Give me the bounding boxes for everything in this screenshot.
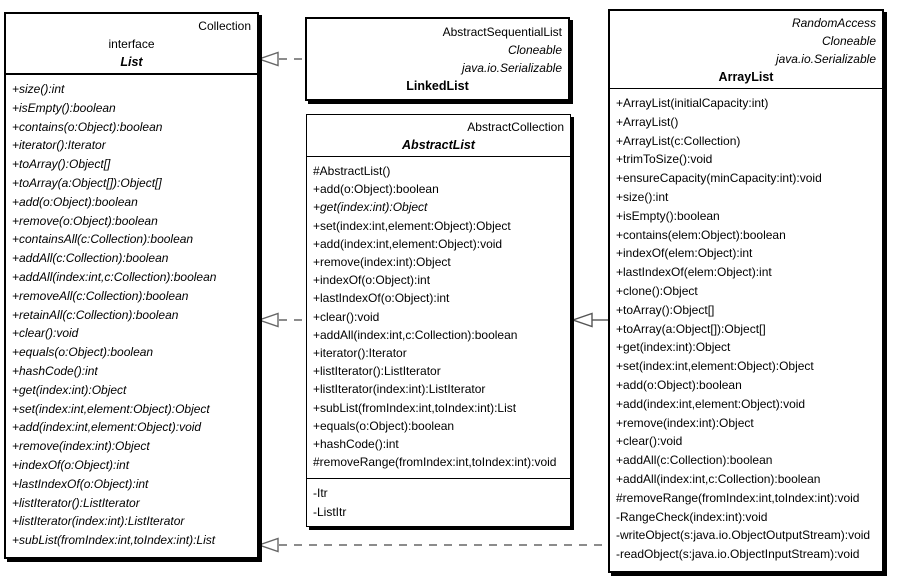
method-row: +size():int xyxy=(616,189,669,204)
method-row: -RangeCheck(index:int):void xyxy=(616,509,768,524)
method-row: +toArray():Object[] xyxy=(12,157,111,172)
class-header xyxy=(610,11,882,89)
stereotype-label: interface xyxy=(108,37,155,51)
method-row: +toArray(a:Object[]):Object[] xyxy=(616,321,766,336)
method-row: +indexOf(elem:Object):int xyxy=(616,246,753,261)
method-row: +remove(index:int):Object xyxy=(12,439,150,454)
method-row: +add(o:Object):boolean xyxy=(12,194,138,209)
method-row: +set(index:int,element:Object):Object xyxy=(616,359,814,374)
method-row: +trimToSize():void xyxy=(616,152,713,167)
method-row: +removeAll(c:Collection):boolean xyxy=(12,288,189,303)
interface-label: java.io.Serializable xyxy=(461,61,562,75)
class-header xyxy=(6,14,257,75)
member-list xyxy=(307,157,570,478)
method-row: +isEmpty():boolean xyxy=(616,208,720,223)
method-row: +toArray(a:Object[]):Object[] xyxy=(12,175,162,190)
class-name-arraylist: ArrayList xyxy=(718,70,774,84)
interface-label: Cloneable xyxy=(821,34,876,48)
method-row: +addAll(index:int,c:Collection):boolean xyxy=(616,471,821,486)
class-box-arraylist[interactable] xyxy=(608,9,884,573)
inner-class-row: -ListItr xyxy=(313,504,347,519)
realization-arrow-arraylist-to-list xyxy=(259,539,608,552)
method-row: +iterator():Iterator xyxy=(12,138,106,153)
method-row: +get(index:int):Object xyxy=(616,340,731,355)
method-row: +retainAll(c:Collection):boolean xyxy=(12,307,179,322)
member-list xyxy=(6,75,257,557)
interface-label: java.io.Serializable xyxy=(775,52,876,66)
method-row: +addAll(c:Collection):boolean xyxy=(12,251,169,266)
method-row: +listIterator():ListIterator xyxy=(12,495,140,510)
method-row: -writeObject(s:java.io.ObjectOutputStream):void xyxy=(616,528,871,543)
interface-label: RandomAccess xyxy=(791,16,876,30)
method-row: +ArrayList(c:Collection) xyxy=(616,133,741,148)
method-row: +listIterator():ListIterator xyxy=(313,364,441,379)
class-box-list[interactable] xyxy=(4,12,259,559)
method-row: +hashCode():int xyxy=(313,437,399,452)
method-row: +ArrayList() xyxy=(616,114,679,129)
method-row: +clear():void xyxy=(616,434,683,449)
member-list xyxy=(610,89,882,571)
method-row: +add(index:int,element:Object):void xyxy=(313,236,503,251)
class-name-list: List xyxy=(120,55,143,69)
method-row: +add(o:Object):boolean xyxy=(616,377,742,392)
method-row: +remove(index:int):Object xyxy=(313,255,451,270)
method-row: +ArrayList(initialCapacity:int) xyxy=(616,96,769,110)
method-row: +indexOf(o:Object):int xyxy=(12,457,130,472)
method-row: +listIterator(index:int):ListIterator xyxy=(12,514,185,529)
method-row: +indexOf(o:Object):int xyxy=(313,273,431,288)
method-row: +listIterator(index:int):ListIterator xyxy=(313,382,486,397)
method-row: +get(index:int):Object xyxy=(313,200,428,215)
method-row: +hashCode():int xyxy=(12,363,98,378)
class-header xyxy=(307,19,568,99)
method-row: #removeRange(fromIndex:int,toIndex:int):void xyxy=(616,490,860,505)
method-row: +remove(o:Object):boolean xyxy=(12,213,158,228)
method-row: +addAll(index:int,c:Collection):boolean xyxy=(12,269,217,284)
method-row: +contains(elem:Object):boolean xyxy=(616,227,786,242)
class-box-abstractlist[interactable] xyxy=(306,114,571,527)
method-row: +addAll(index:int,c:Collection):boolean xyxy=(313,327,518,342)
method-row: +lastIndexOf(o:Object):int xyxy=(12,476,149,491)
method-row: +ensureCapacity(minCapacity:int):void xyxy=(616,171,822,186)
method-row: +size():int xyxy=(12,82,65,96)
superclass-label: Collection xyxy=(198,19,251,33)
method-row: -readObject(s:java.io.ObjectInputStream):void xyxy=(616,547,860,562)
method-row: +clear():void xyxy=(12,326,79,341)
inner-class-row: -Itr xyxy=(313,486,328,501)
superclass-label: AbstractSequentialList xyxy=(442,25,562,39)
method-row: +add(o:Object):boolean xyxy=(313,182,439,197)
generalization-arrow-arraylist-to-abstractlist xyxy=(573,314,608,327)
method-row: +add(index:int,element:Object):void xyxy=(616,396,806,411)
method-row: +iterator():Iterator xyxy=(313,346,407,361)
method-row: +clear():void xyxy=(313,309,380,324)
method-row: +toArray():Object[] xyxy=(616,302,715,317)
class-name-linkedlist: LinkedList xyxy=(406,79,469,93)
method-row: +equals(o:Object):boolean xyxy=(12,345,154,360)
method-row: +get(index:int):Object xyxy=(12,382,127,397)
method-row: +addAll(c:Collection):boolean xyxy=(616,453,773,468)
realization-arrow-abstractlist-to-list xyxy=(259,314,306,327)
method-row: +isEmpty():boolean xyxy=(12,100,116,115)
method-row: +lastIndexOf(o:Object):int xyxy=(313,291,450,306)
class-name-abstractlist: AbstractList xyxy=(402,138,475,152)
class-header xyxy=(307,115,570,157)
method-row: +add(index:int,element:Object):void xyxy=(12,420,202,435)
method-row: +subList(fromIndex:int,toIndex:int):List xyxy=(313,400,517,415)
interface-label: Cloneable xyxy=(507,43,562,57)
method-row: +clone():Object xyxy=(616,283,698,298)
method-row: +equals(o:Object):boolean xyxy=(313,418,455,433)
method-row: +subList(fromIndex:int,toIndex:int):List xyxy=(12,533,216,548)
method-row: #AbstractList() xyxy=(313,164,391,178)
method-row: +contains(o:Object):boolean xyxy=(12,119,163,134)
method-row: +remove(index:int):Object xyxy=(616,415,754,430)
superclass-label: AbstractCollection xyxy=(467,120,564,134)
method-row: #removeRange(fromIndex:int,toIndex:int):void xyxy=(313,455,557,470)
method-row: +set(index:int,element:Object):Object xyxy=(12,401,210,416)
inner-class-list xyxy=(307,478,570,525)
method-row: +lastIndexOf(elem:Object):int xyxy=(616,265,772,280)
realization-arrow-linkedlist-to-list xyxy=(259,53,305,66)
method-row: +containsAll(c:Collection):boolean xyxy=(12,232,194,247)
method-row: +set(index:int,element:Object):Object xyxy=(313,218,511,233)
class-box-linkedlist[interactable] xyxy=(305,17,570,101)
